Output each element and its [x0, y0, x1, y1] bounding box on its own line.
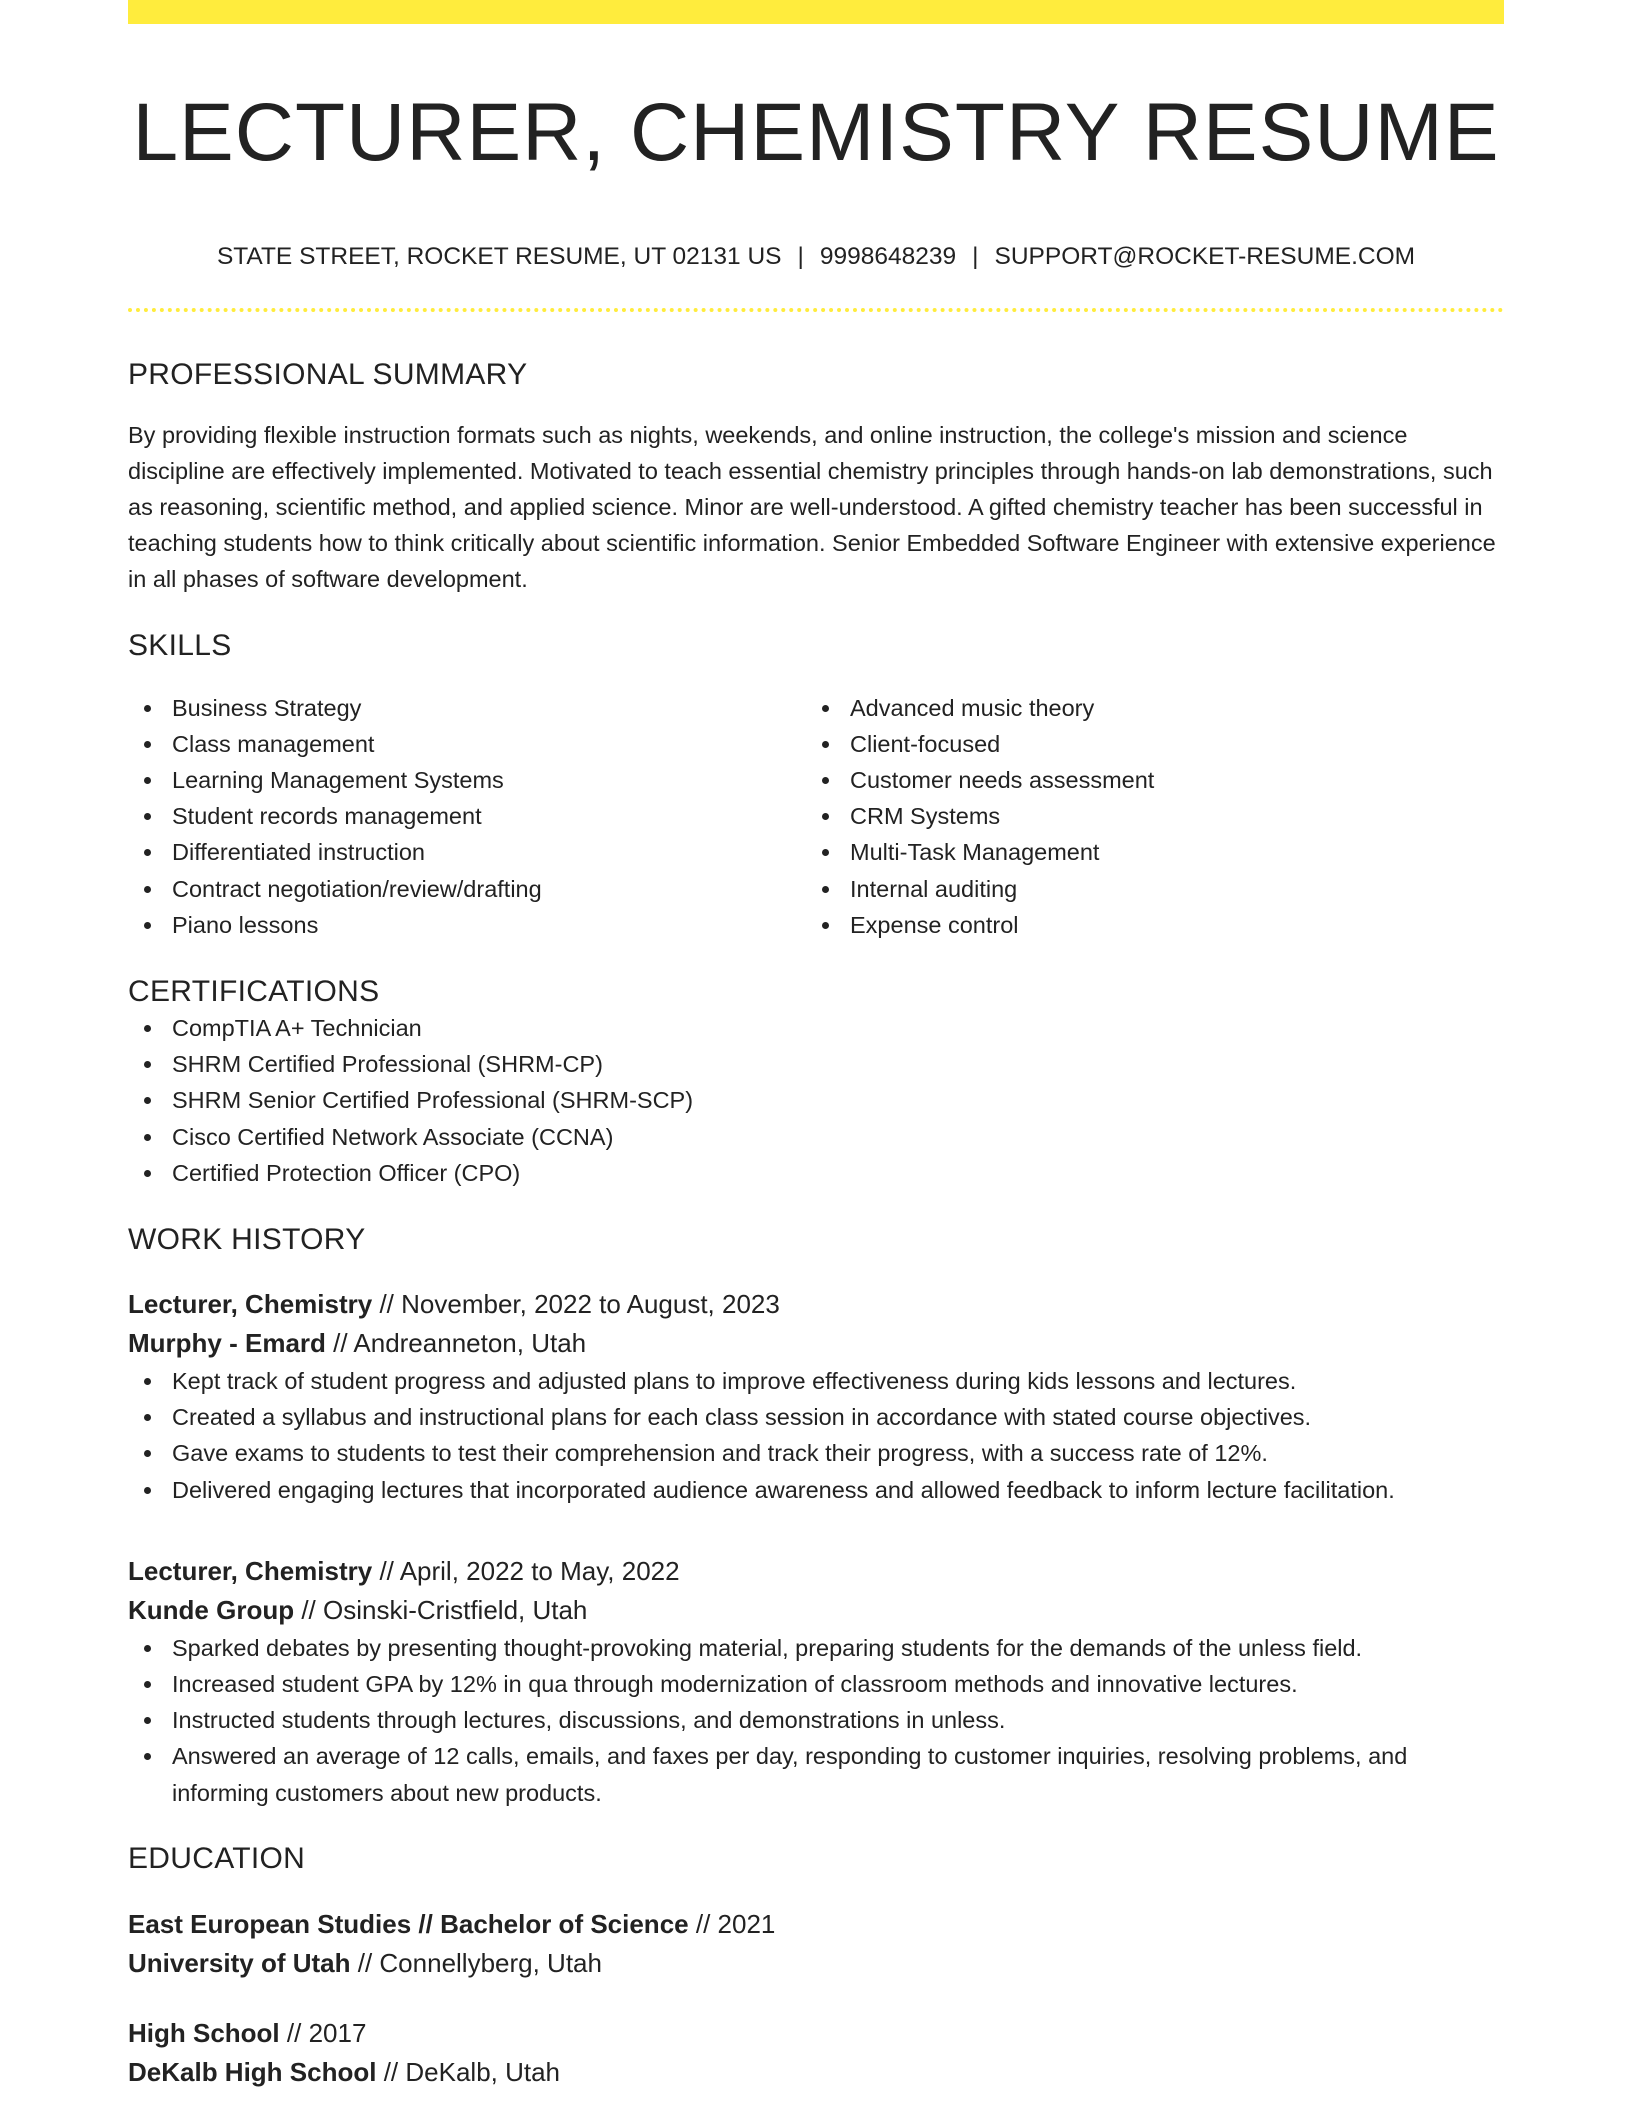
skill-item: Business Strategy [128, 690, 806, 726]
certifications-heading: CERTIFICATIONS [128, 975, 380, 1008]
skill-item: Contract negotiation/review/drafting [128, 871, 806, 907]
skills-left-column [128, 690, 806, 943]
job-duty: Sparked debates by presenting thought-provoking material, preparing students for the demands of the unless field. [128, 1630, 1504, 1666]
skill-item: Differentiated instruction [128, 834, 806, 870]
contact-line [128, 242, 1504, 271]
education-degree-line [128, 1905, 1504, 1944]
education-degree-line [128, 2014, 1504, 2053]
job-duty: Delivered engaging lectures that incorporated audience awareness and allowed feedback to inform lecture facilitation. [128, 1472, 1504, 1508]
skills-right-column [806, 690, 1484, 943]
certification-item: SHRM Senior Certified Professional (SHRM-SCP) [128, 1082, 1504, 1118]
job-dates: November, 2022 to August, 2023 [401, 1289, 780, 1320]
job-title-line [128, 1552, 1504, 1591]
job-duty: Answered an average of 12 calls, emails, and faxes per day, responding to customer inquiries, resolving problems, and informing customers about new products. [128, 1738, 1504, 1810]
skill-item: Internal auditing [806, 871, 1484, 907]
skill-item: Client-focused [806, 726, 1484, 762]
education-school-line [128, 1944, 1504, 1983]
education-school: University of Utah [128, 1947, 351, 1978]
field-separator: // [350, 1947, 380, 1978]
summary-text: By providing flexible instruction formats such as nights, weekends, and online instruction, the college's mission and science discipline are effectively implemented. Motivated to teach essential chemistry principles through hands-on lab demonstrations, such as reasoning, scientific method, and applied science. Minor are well-understood. A gifted chemistry teacher has been successful in teaching students how to think critically about scientific information. Senior Embedded Software Engineer with extensive experience in all phases of software development. [128, 421, 1496, 592]
job-company-line [128, 1591, 1504, 1630]
job-company: Murphy - Emard [128, 1328, 326, 1359]
education-year: 2021 [717, 1908, 776, 1939]
job-title-line [128, 1285, 1504, 1324]
skills-heading: SKILLS [128, 628, 232, 662]
job-duty: Increased student GPA by 12% in qua through modernization of classroom methods and innovative lectures. [128, 1666, 1504, 1702]
job-title: Lecturer, Chemistry [128, 1555, 373, 1586]
contact-separator: | [972, 243, 979, 271]
job-duties-list [128, 1630, 1504, 1811]
skill-item: Piano lessons [128, 907, 806, 943]
field-separator: // [325, 1328, 354, 1359]
job-entry [128, 1552, 1504, 1811]
certifications-list [128, 1010, 1504, 1191]
skill-item: Advanced music theory [806, 690, 1484, 726]
summary-heading: PROFESSIONAL SUMMARY [128, 357, 528, 391]
accent-top-bar [128, 0, 1504, 24]
education-location: DeKalb, Utah [405, 2056, 561, 2087]
certification-item: Certified Protection Officer (CPO) [128, 1155, 1504, 1191]
field-separator: // [688, 1908, 718, 1939]
education-entry [128, 1905, 1504, 1983]
work-history-heading: WORK HISTORY [128, 1223, 366, 1257]
job-entry [128, 1285, 1504, 1508]
job-location: Andreanneton, Utah [353, 1328, 587, 1359]
job-location: Osinski-Cristfield, Utah [323, 1594, 588, 1625]
education-school: DeKalb High School [128, 2056, 377, 2087]
field-separator: // [372, 1289, 402, 1320]
skill-item: Class management [128, 726, 806, 762]
job-dates: April, 2022 to May, 2022 [399, 1555, 680, 1586]
dotted-divider [128, 308, 1504, 312]
contact-email: SUPPORT@ROCKET-RESUME.COM [994, 243, 1416, 271]
job-duties-list [128, 1363, 1504, 1508]
skill-item: Student records management [128, 798, 806, 834]
skill-item: Learning Management Systems [128, 762, 806, 798]
certification-item: CompTIA A+ Technician [128, 1010, 1504, 1046]
certification-item: SHRM Certified Professional (SHRM-CP) [128, 1046, 1504, 1082]
skills-grid [128, 690, 1504, 943]
education-heading: EDUCATION [128, 1841, 306, 1875]
education-entry [128, 2014, 1504, 2092]
education-degree: High School [128, 2017, 280, 2048]
field-separator: // [279, 2017, 309, 2048]
certification-item: Cisco Certified Network Associate (CCNA) [128, 1119, 1504, 1155]
education-degree: East European Studies // Bachelor of Science [128, 1908, 689, 1939]
education-year: 2017 [308, 2017, 367, 2048]
skill-item: Customer needs assessment [806, 762, 1484, 798]
job-company-line [128, 1324, 1504, 1363]
resume-title: LECTURER, CHEMISTRY RESUME [132, 87, 1500, 178]
job-duty: Kept track of student progress and adjusted plans to improve effectiveness during kids lessons and lectures. [128, 1363, 1504, 1399]
skills-list-right [806, 690, 1484, 943]
education-location: Connellyberg, Utah [379, 1947, 602, 1978]
skill-item: CRM Systems [806, 798, 1484, 834]
field-separator: // [376, 2056, 406, 2087]
field-separator: // [372, 1555, 400, 1586]
skill-item: Multi-Task Management [806, 834, 1484, 870]
job-company: Kunde Group [128, 1594, 295, 1625]
skill-item: Expense control [806, 907, 1484, 943]
contact-phone: 9998648239 [819, 243, 957, 271]
job-duty: Created a syllabus and instructional plans for each class session in accordance with stated course objectives. [128, 1399, 1504, 1435]
resume-page [128, 0, 1504, 2092]
skills-list-left [128, 690, 806, 943]
field-separator: // [294, 1594, 323, 1625]
contact-separator: | [797, 243, 804, 271]
education-school-line [128, 2053, 1504, 2092]
job-duty: Instructed students through lectures, discussions, and demonstrations in unless. [128, 1702, 1504, 1738]
contact-address: STATE STREET, ROCKET RESUME, UT 02131 US [216, 243, 782, 271]
job-duty: Gave exams to students to test their comprehension and track their progress, with a success rate of 12%. [128, 1435, 1504, 1471]
job-title: Lecturer, Chemistry [128, 1289, 373, 1320]
